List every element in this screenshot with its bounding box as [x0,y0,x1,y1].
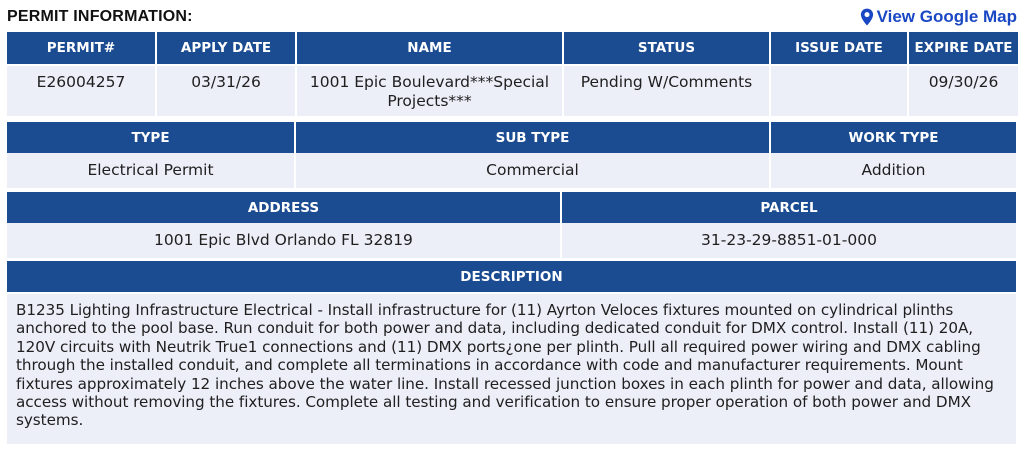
type-header: TYPE [7,122,294,153]
description-header: DESCRIPTION [7,261,1016,292]
work-type-header: WORK TYPE [771,122,1016,153]
section-title: PERMIT INFORMATION: [7,8,193,25]
type-value: Electrical Permit [7,153,294,188]
status-value: Pending W/Comments [564,66,769,116]
location-value-row [7,223,1016,258]
view-google-map-link[interactable] [860,7,1017,27]
name-value: 1001 Epic Boulevard***Special Projects*** [297,66,562,116]
apply-date-value: 03/31/26 [157,66,295,116]
sub-type-header: SUB TYPE [296,122,769,153]
type-header-row [7,122,1016,153]
permit-number-header: PERMIT# [7,32,155,64]
status-header: STATUS [564,32,769,64]
parcel-value: 31-23-29-8851-01-000 [562,223,1016,258]
address-header: ADDRESS [7,192,560,223]
address-value: 1001 Epic Blvd Orlando FL 32819 [7,223,560,258]
parcel-header: PARCEL [562,192,1016,223]
description-text: B1235 Lighting Infrastructure Electrical - Install infrastructure for (11) Ayrton Veloces fixtures mounted on cylindrical plinths anchored to the pool base. Run conduit for both power and data, including dedicated conduit for DMX control. Install (11) 20A, 120V circuits with Neutrik True1 connections and (11) DMX ports¿one per plinth. Pull all required power wiring and DMX cabling through the installed conduit, and complete all terminations in accordance with code and manufacturer requirements. Mount fixtures approximately 12 inches above the water line. Install recessed junction boxes in each plinth for power and data, allowing access without removing the fixtures. Complete all testing and verification to ensure proper operation of both power and DMX systems. [7,294,1016,444]
sub-type-value: Commercial [296,153,769,188]
map-pin-icon [860,8,874,26]
name-header: NAME [297,32,562,64]
work-type-value: Addition [771,153,1016,188]
view-google-map-label: View Google Map [876,7,1017,26]
expire-date-value: 09/30/26 [909,66,1018,116]
apply-date-header: APPLY DATE [157,32,295,64]
type-value-row [7,153,1016,188]
description-header-row [7,261,1016,292]
expire-date-header: EXPIRE DATE [909,32,1018,64]
section-header [0,0,1024,32]
permit-number-value: E26004257 [7,66,155,116]
issue-date-header: ISSUE DATE [771,32,907,64]
issue-date-value [771,66,907,116]
permit-header-row [7,32,1016,64]
permit-value-row [7,66,1016,116]
location-header-row [7,192,1016,223]
